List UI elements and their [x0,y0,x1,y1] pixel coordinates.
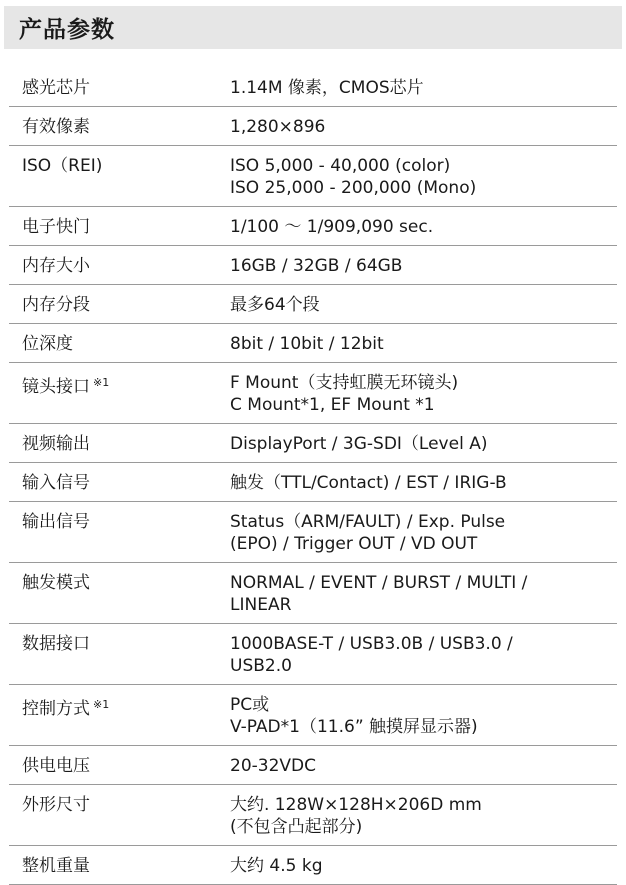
spec-label [9,472,230,494]
spec-row [9,502,617,563]
spec-value-line: 1/100 ～ 1/909,090 sec. [230,217,434,237]
footnote-marker: ※1 [93,698,110,711]
spec-label [9,77,230,99]
spec-label [9,216,230,238]
spec-value-line: 16GB / 32GB / 64GB [230,256,403,276]
spec-value-line: 8bit / 10bit / 12bit [230,334,384,354]
spec-value-line: USB2.0 [230,656,292,676]
spec-value [230,472,617,494]
spec-value-line: 1.14M 像素，CMOS芯片 [230,78,424,98]
spec-label [9,294,230,316]
spec-value [230,255,617,277]
spec-value-line: C Mount*1, EF Mount *1 [230,395,435,415]
spec-label [9,333,230,355]
spec-row [9,746,617,785]
spec-value-line: Status（ARM/FAULT) / Exp. Pulse [230,512,506,532]
spec-row [9,246,617,285]
spec-row [9,685,617,746]
spec-label [9,511,230,533]
spec-label [9,855,230,877]
spec-label-text: ISO（REI) [22,156,103,176]
spec-label-text: 感光芯片 [22,78,90,98]
page-title: 产品参数 [19,17,115,43]
spec-label-text: 外形尺寸 [22,795,90,815]
spec-label [9,255,230,277]
spec-row [9,785,617,846]
spec-value [230,294,617,316]
spec-value-line: 大约. 128W×128H×206D mm [230,795,482,815]
spec-label-text: 输出信号 [22,512,90,532]
spec-label-text: 输入信号 [22,473,90,493]
spec-row [9,285,617,324]
spec-label [9,794,230,816]
title-bar [4,6,622,49]
spec-value [230,333,617,355]
spec-value-line: 大约 4.5 kg [230,856,323,876]
spec-row [9,146,617,207]
spec-label [9,433,230,455]
spec-label [9,572,230,594]
spec-value [230,855,617,877]
spec-label-text: 电子快门 [22,217,90,237]
spec-label [9,755,230,777]
spec-value [230,372,617,416]
spec-row [9,68,617,107]
spec-row [9,324,617,363]
spec-row [9,463,617,502]
spec-row [9,563,617,624]
spec-value-line: 最多64个段 [230,295,320,315]
spec-label [9,155,230,177]
spec-value-line: PC或 [230,695,270,715]
spec-value [230,116,617,138]
spec-label-text: 数据接口 [22,634,90,654]
spec-value [230,794,617,838]
spec-row [9,624,617,685]
spec-row [9,846,617,885]
spec-label [9,694,230,720]
spec-label-text: 整机重量 [22,856,90,876]
footnote-marker: ※1 [93,376,110,389]
spec-value-line: (EPO) / Trigger OUT / VD OUT [230,534,478,554]
spec-value-line: DisplayPort / 3G-SDI（Level A) [230,434,488,454]
spec-value [230,511,617,555]
spec-table [9,68,617,885]
spec-label-text: 触发模式 [22,573,90,593]
spec-row [9,424,617,463]
spec-label [9,633,230,655]
spec-value-line: 20-32VDC [230,756,316,776]
spec-value-line: LINEAR [230,595,292,615]
spec-label-text: 视频输出 [22,434,90,454]
spec-row [9,107,617,146]
spec-value [230,572,617,616]
spec-value [230,216,617,238]
spec-value [230,633,617,677]
spec-label-text: 有效像素 [22,117,90,137]
spec-label-text: 内存分段 [22,295,90,315]
spec-row [9,207,617,246]
spec-label-text: 供电电压 [22,756,90,776]
spec-label-text: 内存大小 [22,256,90,276]
spec-label [9,116,230,138]
spec-label [9,372,230,398]
spec-row [9,363,617,424]
spec-value-line: ISO 5,000 - 40,000 (color) [230,156,451,176]
spec-value [230,155,617,199]
spec-value-line: (不包含凸起部分) [230,817,363,837]
spec-value-line: F Mount（支持虹膜无环镜头) [230,373,459,393]
spec-value [230,433,617,455]
spec-value-line: V-PAD*1（11.6” 触摸屏显示器) [230,717,478,737]
spec-value-line: ISO 25,000 - 200,000 (Mono) [230,178,477,198]
spec-value [230,77,617,99]
spec-value-line: NORMAL / EVENT / BURST / MULTI / [230,573,528,593]
spec-value [230,755,617,777]
spec-value-line: 触发（TTL/Contact) / EST / IRIG-B [230,473,507,493]
spec-value-line: 1000BASE-T / USB3.0B / USB3.0 / [230,634,513,654]
spec-label-text: 位深度 [22,334,73,354]
spec-value [230,694,617,738]
spec-value-line: 1,280×896 [230,117,326,137]
spec-label-text: 控制方式 [22,699,90,719]
spec-label-text: 镜头接口 [22,377,90,397]
